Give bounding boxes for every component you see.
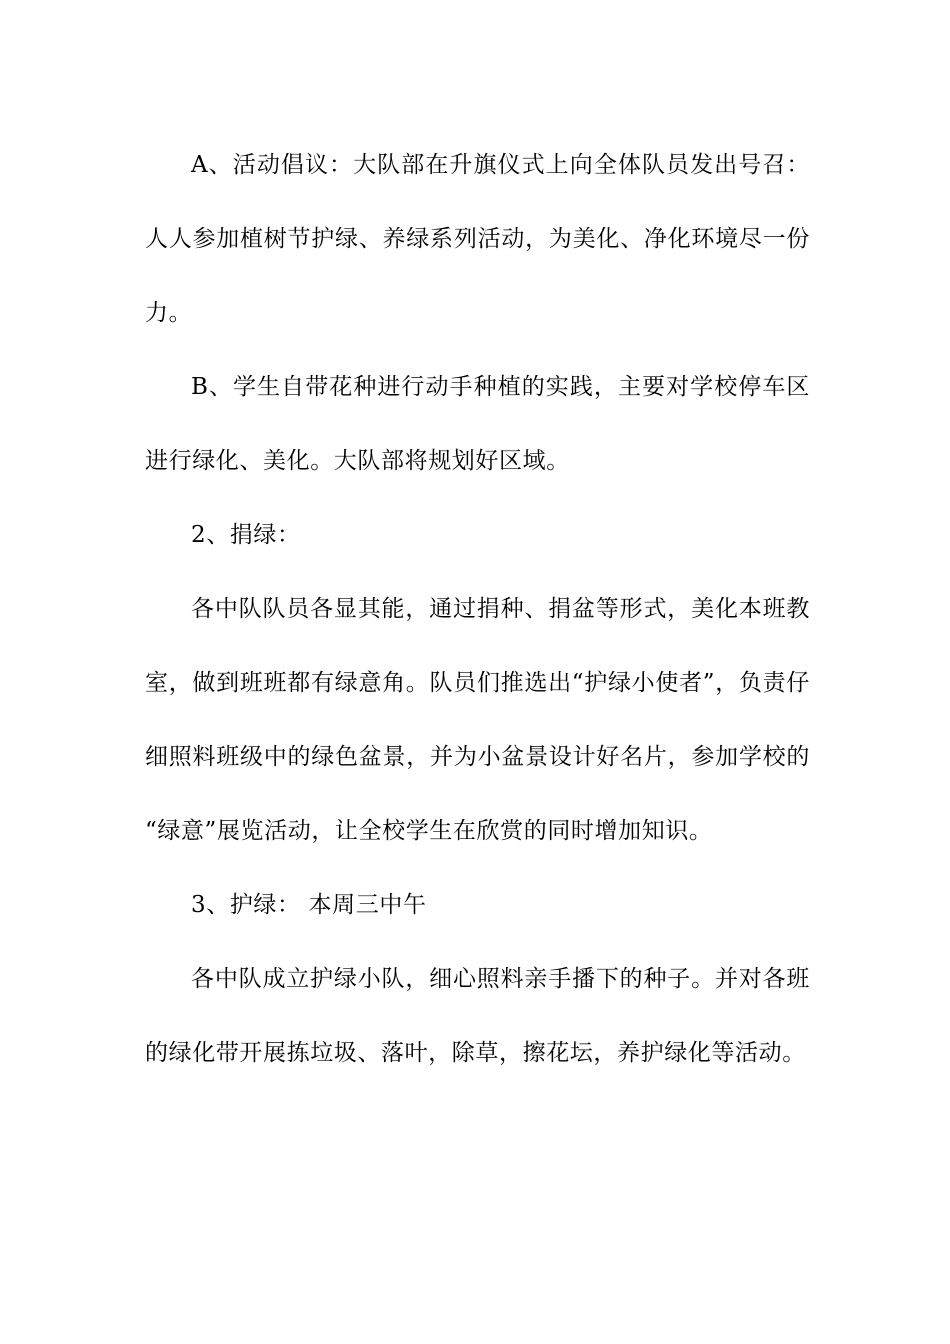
paragraph-protect-green: 各中队成立护绿小队，细心照料亲手播下的种子。并对各班的绿化带开展拣垃圾、落叶，除草，擦花坛，养护绿化等活动。 (145, 966, 810, 1066)
paragraph-student-planting: B、学生自带花种进行动手种植的实践，主要对学校停车区进行绿化、美化。大队部将规划好区域。 (145, 374, 810, 474)
heading-donate-green: 2、捐绿： (191, 522, 301, 548)
document-body (145, 128, 810, 1090)
paragraph-donate-green: 各中队队员各显其能，通过捐种、捐盆等形式，美化本班教室，做到班班都有绿意角。队员们推选出“护绿小使者”，负责仔细照料班级中的绿色盆景，并为小盆景设计好名片，参加学校的 “绿意”展览活动，让全校学生在欣赏的同时增加知识。 (145, 596, 810, 844)
heading-protect-green: 3、护绿： 本周三中午 (191, 892, 427, 918)
paragraph-activity-proposal: A、活动倡议：大队部在升旗仪式上向全体队员发出号召：人人参加植树节护绿、养绿系列活动，为美化、净化环境尽一份力。 (145, 152, 810, 326)
